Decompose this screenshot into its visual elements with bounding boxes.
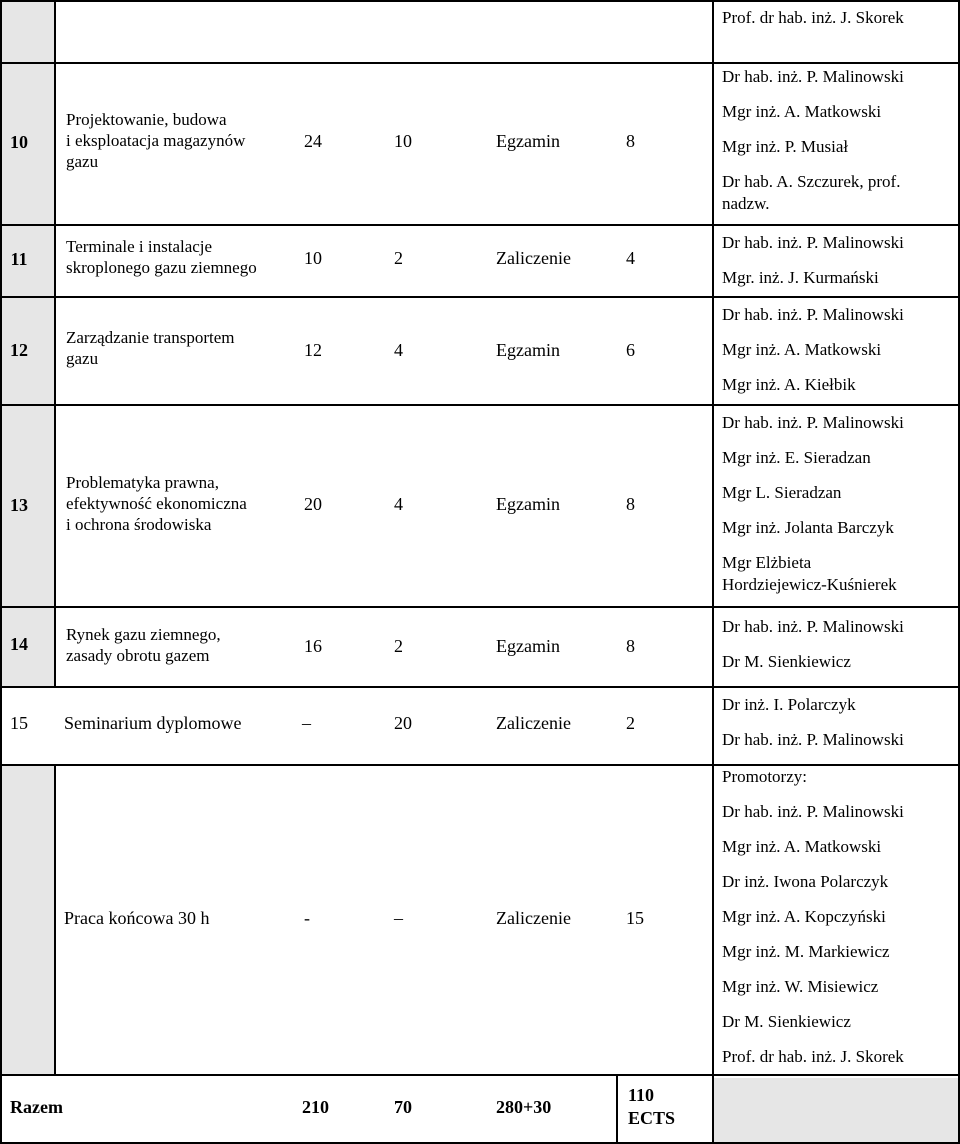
lecturer: Mgr inż. W. Misiewicz [722,977,879,996]
lecture-hours: 10 [304,248,322,268]
ects-points: 8 [626,131,635,151]
lecturer: Dr hab. inż. P. Malinowski [722,413,904,432]
total-row-shade [714,1078,960,1144]
assessment-form: Egzamin [496,636,560,656]
rule [0,224,960,226]
lecturer: Mgr inż. E. Sieradzan [722,448,871,467]
assessment-form: Zaliczenie [496,248,571,268]
lecturer: Mgr inż. Jolanta Barczyk [722,518,894,537]
assessment-form: Zaliczenie [496,908,571,928]
exercise-hours: 20 [394,713,412,733]
rule [616,1074,618,1144]
subject-line: gazu [66,152,99,171]
assessment-form: Egzamin [496,340,560,360]
subject-line: Problematyka prawna, [66,473,219,492]
subject-line: gazu [66,349,99,368]
lecturer: Prof. dr hab. inż. J. Skorek [722,1047,904,1066]
subject-line: efektywność ekonomiczna [66,494,247,513]
lecturer: Dr hab. inż. P. Malinowski [722,802,904,821]
row-number: 13 [10,495,28,515]
rule [0,606,960,608]
lecturer: Mgr inż. P. Musiał [722,137,849,156]
exercise-hours: 10 [394,131,412,151]
rule [0,404,960,406]
rule [0,1074,960,1076]
subject-line: Zarządzanie transportem [66,328,235,347]
lecturer: Dr inż. Iwona Polarczyk [722,872,889,891]
lecturer: Mgr Elżbieta [722,553,812,572]
rule [0,764,960,766]
lecturer: Mgr inż. A. Kopczyński [722,907,886,926]
lecturer: Mgr inż. M. Markiewicz [722,942,890,961]
assessment-form: Egzamin [496,494,560,514]
row-number: 14 [10,634,28,654]
lecturer: Dr inż. I. Polarczyk [722,695,856,714]
lecturer: Mgr inż. A. Matkowski [722,837,882,856]
subject-line: i ochrona środowiska [66,515,212,534]
lecturer: Hordziejewicz-Kuśnierek [722,575,897,594]
lecturer: Prof. dr hab. inż. J. Skorek [722,8,904,27]
lecture-hours: 20 [304,494,322,514]
ects-points: 6 [626,340,635,360]
exercise-hours: – [394,908,403,928]
lecture-hours: 16 [304,636,322,656]
ects-points: 15 [626,908,644,928]
total-exercises: 70 [394,1097,412,1117]
row-number: 11 [10,249,28,269]
assessment-form: Egzamin [496,131,560,151]
lecturer: Dr hab. inż. P. Malinowski [722,617,904,636]
lecturer: Dr M. Sienkiewicz [722,652,851,671]
row-number: 12 [10,340,28,360]
subject-line: Terminale i instalacje [66,237,213,256]
rule [0,62,960,64]
subject-line: Rynek gazu ziemnego, [66,625,221,644]
lecturer: Mgr inż. A. Matkowski [722,102,882,121]
lecturer: Promotorzy: [722,767,807,786]
ects-points: 4 [626,248,635,268]
subject-line: zasady obrotu gazem [66,646,210,665]
lecturer: Mgr inż. A. Matkowski [722,340,882,359]
rule [54,0,56,686]
exercise-hours: 4 [394,494,403,514]
row-number: 15 [10,713,28,733]
lecturer: Mgr L. Sieradzan [722,483,842,502]
lecture-hours: – [302,713,311,733]
lecturer: Mgr. inż. J. Kurmański [722,268,879,287]
lecturer: Dr M. Sienkiewicz [722,1012,851,1031]
rule [54,764,56,1076]
lecturer: Dr hab. inż. P. Malinowski [722,305,904,324]
row-number: 10 [10,132,28,152]
ects-points: 2 [626,713,635,733]
total-label: Razem [10,1097,63,1117]
total-ects-unit: ECTS [628,1108,676,1128]
number-column-shade-bottom [0,766,56,1076]
lecture-hours: 24 [304,131,322,151]
subject-line: Praca końcowa 30 h [64,908,210,928]
exercise-hours: 2 [394,248,403,268]
lecture-hours: 12 [304,340,322,360]
subject-line: skroplonego gazu ziemnego [66,258,257,277]
assessment-form: Zaliczenie [496,713,571,733]
ects-points: 8 [626,494,635,514]
number-column-shade-top [0,0,56,608]
rule [0,686,960,688]
rule [0,296,960,298]
ects-points: 8 [626,636,635,656]
lecturer: nadzw. [722,194,770,213]
subject-line: Seminarium dyplomowe [64,713,242,733]
lecturer: Mgr inż. A. Kiełbik [722,375,856,394]
total-ects-number: 110 [628,1085,655,1105]
lecture-hours: - [304,908,310,928]
lecturer: Dr hab. inż. P. Malinowski [722,233,904,252]
rule [0,0,960,2]
total-lectures: 210 [302,1097,329,1117]
lecturer: Dr hab. inż. P. Malinowski [722,730,904,749]
exercise-hours: 4 [394,340,403,360]
rule [0,0,2,1144]
subject-line: i eksploatacja magazynów [66,131,246,150]
total-sum: 280+30 [496,1097,552,1117]
rule [712,0,714,1144]
lecturer: Dr hab. A. Szczurek, prof. [722,172,901,191]
exercise-hours: 2 [394,636,403,656]
subject-line: Projektowanie, budowa [66,110,227,129]
lecturer: Dr hab. inż. P. Malinowski [722,67,904,86]
